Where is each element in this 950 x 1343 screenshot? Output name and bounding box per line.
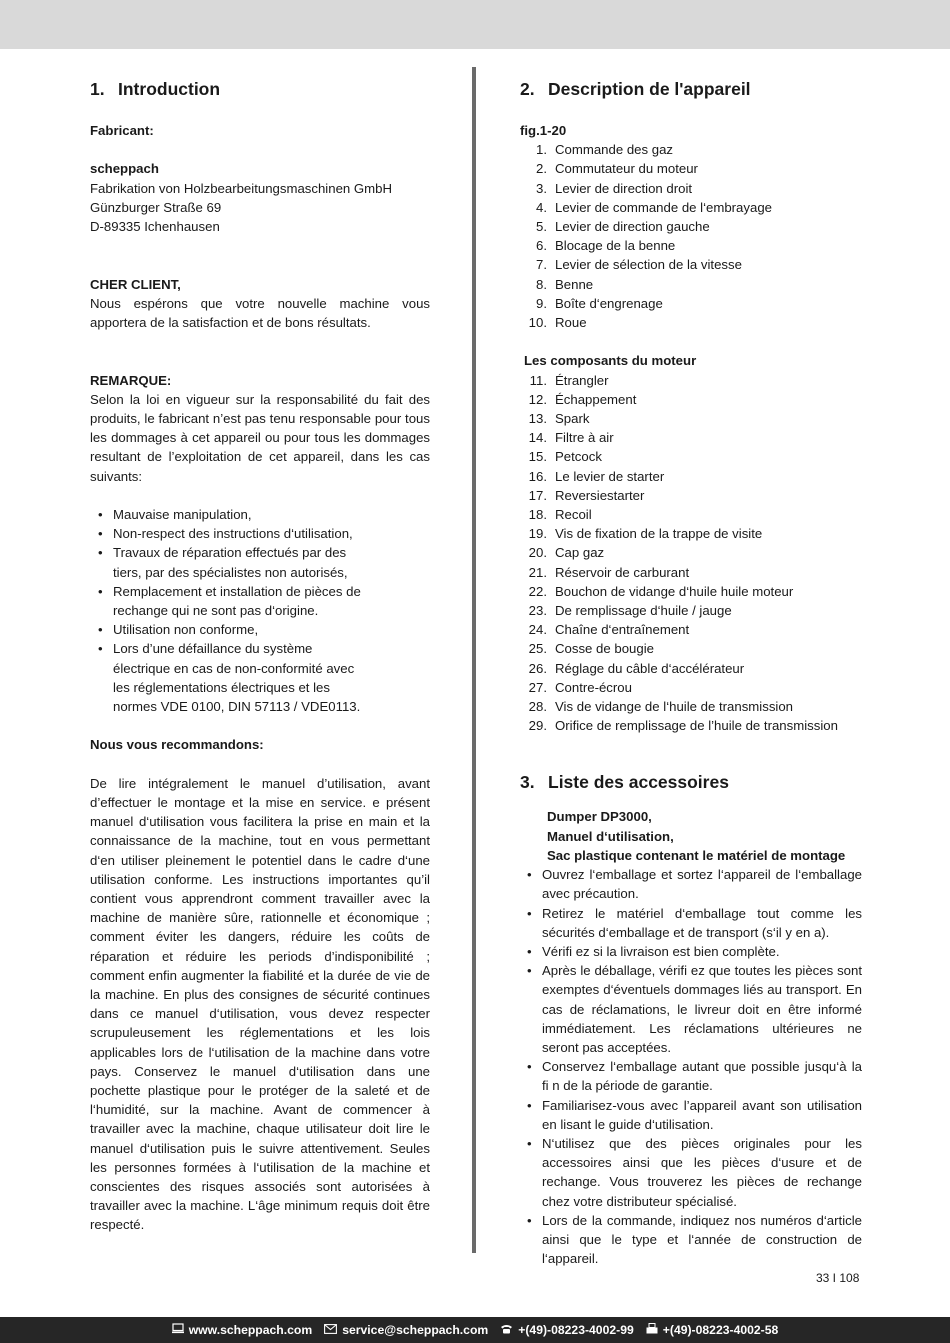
list-item [520, 428, 862, 447]
accessory-item: Manuel d‘utilisation, [547, 828, 674, 844]
phone-number: +(49)-08223-4002-99 [518, 1323, 634, 1337]
item-number: 7. [536, 257, 547, 273]
list-item [520, 371, 862, 390]
item-number: 1. [536, 142, 547, 158]
list-item: • Remplacement et installation de pièces de rechange qui ne sont pas d‘origine. [90, 582, 430, 620]
item-label: Cosse de bougie [555, 641, 654, 657]
list-item [520, 140, 862, 159]
item-label: Spark [555, 411, 590, 427]
item-number: 28. [528, 699, 547, 715]
section-number: 1. [90, 79, 105, 99]
item-number: 8. [536, 276, 547, 292]
item-label: Étrangler [555, 372, 609, 388]
right-column [520, 78, 862, 1268]
item-label: Orifice de remplissage de l’huile de transmission [555, 718, 838, 734]
list-item [520, 313, 862, 332]
list-item [520, 620, 862, 639]
item-number: 15. [528, 449, 547, 465]
list-item: • N‘utilisez que des pièces originales pour les accessoires ainsi que les pièces d‘usure et de rechange. Vous trouverez les pièces de rechange chez votre distributeur spécialisé. [520, 1134, 862, 1211]
list-item: • Retirez le matériel d‘emballage tout comme les sécurités d‘emballage et de transport (s‘il y en a). [520, 904, 862, 942]
parts-list [520, 140, 862, 332]
section-1-heading [90, 78, 430, 100]
list-item [520, 678, 862, 697]
item-label: Vis de vidange de l‘huile de transmission [555, 699, 794, 715]
list-item [520, 179, 862, 198]
item-number: 3. [536, 180, 547, 196]
list-item [520, 467, 862, 486]
list-item [520, 563, 862, 582]
list-item: • Vérifi ez si la livraison est bien complète. [520, 942, 862, 961]
item-label: Petcock [555, 449, 602, 465]
section-title: Description de l'appareil [548, 79, 751, 99]
list-item [520, 159, 862, 178]
item-label: Commutateur du moteur [555, 161, 698, 177]
item-label: Levier de direction droit [555, 180, 693, 196]
accessory-item: Dumper DP3000, [547, 809, 652, 825]
mail-icon [324, 1323, 337, 1337]
item-label: Boîte d‘engrenage [555, 295, 663, 311]
manufacturer-label: Fabricant: [90, 123, 154, 138]
company-name: scheppach [90, 161, 159, 177]
item-label: Benne [555, 276, 594, 292]
list-item [520, 582, 862, 601]
item-number: 29. [528, 718, 547, 734]
list-item [520, 601, 862, 620]
liability-list [90, 505, 430, 716]
item-label: Contre-écrou [555, 679, 632, 695]
list-item [520, 659, 862, 678]
item-label: De remplissage d‘huile / jauge [555, 603, 732, 619]
item-label: Filtre à air [555, 430, 614, 446]
item-number: 21. [528, 564, 547, 580]
item-label: Blocage de la benne [555, 238, 676, 254]
footer-bar [0, 1317, 950, 1343]
list-item [520, 543, 862, 562]
phone-icon [500, 1323, 513, 1337]
item-number: 13. [528, 411, 547, 427]
item-number: 11. [529, 372, 547, 388]
list-item: • Utilisation non conforme, [90, 620, 430, 639]
list-item [520, 275, 862, 294]
item-number: 12. [528, 391, 547, 407]
list-item: • Lors d’une défaillance du système électrique en cas de non-conformité avec les réglementations électriques et les normes VDE 0100, DIN 57113 / VDE0113. [90, 639, 430, 716]
address-line: Günzburger Straße 69 [90, 199, 222, 215]
list-item [520, 390, 862, 409]
item-label: Échappement [555, 391, 637, 407]
section-number: 2. [520, 79, 535, 99]
item-number: 24. [528, 622, 547, 638]
list-item [520, 236, 862, 255]
list-item [520, 524, 862, 543]
list-item [520, 716, 862, 735]
list-item [520, 639, 862, 658]
footer-website[interactable] [172, 1323, 313, 1337]
footer-fax [646, 1323, 779, 1337]
item-number: 4. [536, 199, 547, 215]
list-item [520, 294, 862, 313]
section-title: Liste des accessoires [548, 772, 729, 793]
list-item: • Travaux de réparation effectués par des tiers, par des spécialistes non autorisés, [90, 543, 430, 581]
item-number: 6. [536, 238, 547, 254]
list-item [520, 447, 862, 466]
item-label: Le levier de starter [555, 468, 665, 484]
item-label: Levier de commande de l‘embrayage [555, 199, 772, 215]
fax-icon [646, 1323, 658, 1337]
footer-email[interactable] [324, 1323, 488, 1337]
list-item: • Ouvrez l‘emballage et sortez l‘appareil de l‘emballage avec précaution. [520, 865, 862, 903]
section-number: 3. [520, 772, 535, 793]
list-item: • Non-respect des instructions d‘utilisation, [90, 524, 430, 543]
item-number: 26. [528, 660, 547, 676]
page-number: 33 I 108 [816, 1271, 860, 1285]
list-item [520, 198, 862, 217]
list-item: • Conservez l‘emballage autant que possible jusqu‘à la fi n de la période de garantie. [520, 1057, 862, 1095]
accessory-items [520, 807, 862, 865]
list-item: • Lors de la commande, indiquez nos numéros d‘article ainsi que le type et l‘année de construction de l‘appareil. [520, 1211, 862, 1269]
left-column [90, 78, 430, 1235]
item-label: Vis de fixation de la trappe de visite [555, 526, 763, 542]
list-item [520, 255, 862, 274]
address-line: D-89335 Ichenhausen [90, 219, 220, 234]
item-label: Levier de direction gauche [555, 219, 710, 235]
item-number: 19. [528, 526, 547, 542]
section-3-heading [520, 771, 862, 793]
item-label: Réglage du câble d‘accélérateur [555, 660, 745, 676]
item-label: Réservoir de carburant [555, 564, 690, 580]
list-item [520, 486, 862, 505]
footer-phone [500, 1323, 634, 1337]
list-item: • Après le déballage, vérifi ez que toutes les pièces sont exemptes d‘éventuels dommages liés au transport. En cas de réclamations, le livreur doit en être informé immédiatement. Les réclamations ultérieures ne seront pas acceptées. [520, 961, 862, 1057]
item-number: 9. [536, 295, 547, 311]
cher-client-text: Nous espérons que votre nouvelle machine vous apportera de la satisfaction et de bons résultats. [90, 295, 430, 330]
email-link[interactable]: service@scheppach.com [342, 1323, 489, 1337]
remarque-heading: REMARQUE: [90, 372, 172, 388]
item-number: 14. [528, 430, 547, 446]
item-number: 27. [528, 679, 547, 695]
remarque-text: Selon la loi en vigueur sur la responsabilité du fait des produits, le fabricant n’est pas tenu responsable pour tous les dommages à cet appareil ou pour tous les dommages resultant de l’exploitation de cet appareil, dans les cas suivants: [90, 391, 430, 484]
computer-icon [172, 1323, 184, 1337]
item-label: Levier de sélection de la vitesse [555, 257, 742, 273]
unpacking-instructions-list [520, 865, 862, 1268]
list-item [520, 217, 862, 236]
list-item [520, 409, 862, 428]
item-label: Bouchon de vidange d‘huile huile moteur [555, 583, 794, 599]
figure-reference: fig.1-20 [520, 123, 567, 138]
engine-parts-list [520, 371, 862, 736]
recommend-heading: Nous vous recommandons: [90, 737, 264, 753]
list-item: • Mauvaise manipulation, [90, 505, 430, 524]
item-number: 10. [528, 315, 547, 331]
fax-number: +(49)-08223-4002-58 [662, 1323, 779, 1337]
item-number: 5. [536, 219, 547, 235]
item-number: 22. [528, 583, 547, 599]
cher-client-heading: CHER CLIENT, [90, 276, 181, 292]
item-number: 23. [528, 603, 547, 619]
accessory-item: Sac plastique contenant le matériel de montage [547, 847, 846, 863]
item-number: 20. [528, 545, 547, 561]
item-label: Reversiestarter [555, 487, 645, 503]
item-label: Chaîne d‘entraînement [555, 622, 690, 638]
item-label: Roue [555, 315, 587, 331]
section-title: Introduction [118, 79, 221, 99]
item-label: Commande des gaz [555, 142, 674, 158]
item-number: 25. [528, 641, 547, 657]
address-line: Fabrikation von Holzbearbeitungsmaschinen GmbH [90, 180, 392, 196]
item-number: 17. [528, 487, 547, 503]
website-link[interactable]: www.scheppach.com [188, 1323, 313, 1337]
engine-components-heading: Les composants du moteur [524, 353, 697, 369]
item-number: 16. [528, 468, 547, 484]
item-label: Recoil [555, 507, 592, 523]
column-divider [472, 67, 476, 1253]
header-band [0, 0, 950, 49]
recommend-text: De lire intégralement le manuel d’utilisation, avant d’effectuer le montage et la mise en service. e présent manuel d‘utilisation vous facilitera la prise en main et la connaissance de la machine, tout en vous permettant d‘en utiliser pleinement le potentiel dans le cadre d‘une utilisation conforme. Les instructions importantes qu’il contient vous apprendront comment travailler avec la machine de manière sûre, rationnelle et économique ; comment éviter les dangers, réduire les coûts de réparation et réduire les periods d’indisponibilité ; comment enfin augmenter la fiabilité et la durée de vie de la machine. En plus des consignes de sécurité continues dans ce manuel d‘utilisation, vous devez respecter scrupuleusement les réglementations et les lois applicables lors de l‘utilisation de la machine dans votre pays. Conservez le manuel d‘utilisation dans une pochette plastique pour le protéger de la saleté et de l‘humidité, sur la machine. Avant de commencer à travailler avec la machine, chaque utilisateur doit lire le manuel d‘utilisation puis le suivre attentivement. Seules les personnes formées à l‘utilisation de la machine et conscientes des risques associés sont autorisées à travailler avec la machine. L‘âge minimum requis doit être respecté. [90, 775, 430, 1233]
section-2-heading [520, 78, 862, 100]
list-item [520, 505, 862, 524]
list-item: • Familiarisez-vous avec l’appareil avant son utilisation en lisant le guide d‘utilisation. [520, 1096, 862, 1134]
item-number: 2. [536, 161, 547, 177]
list-item [520, 697, 862, 716]
item-number: 18. [528, 507, 547, 523]
item-label: Cap gaz [555, 545, 605, 561]
